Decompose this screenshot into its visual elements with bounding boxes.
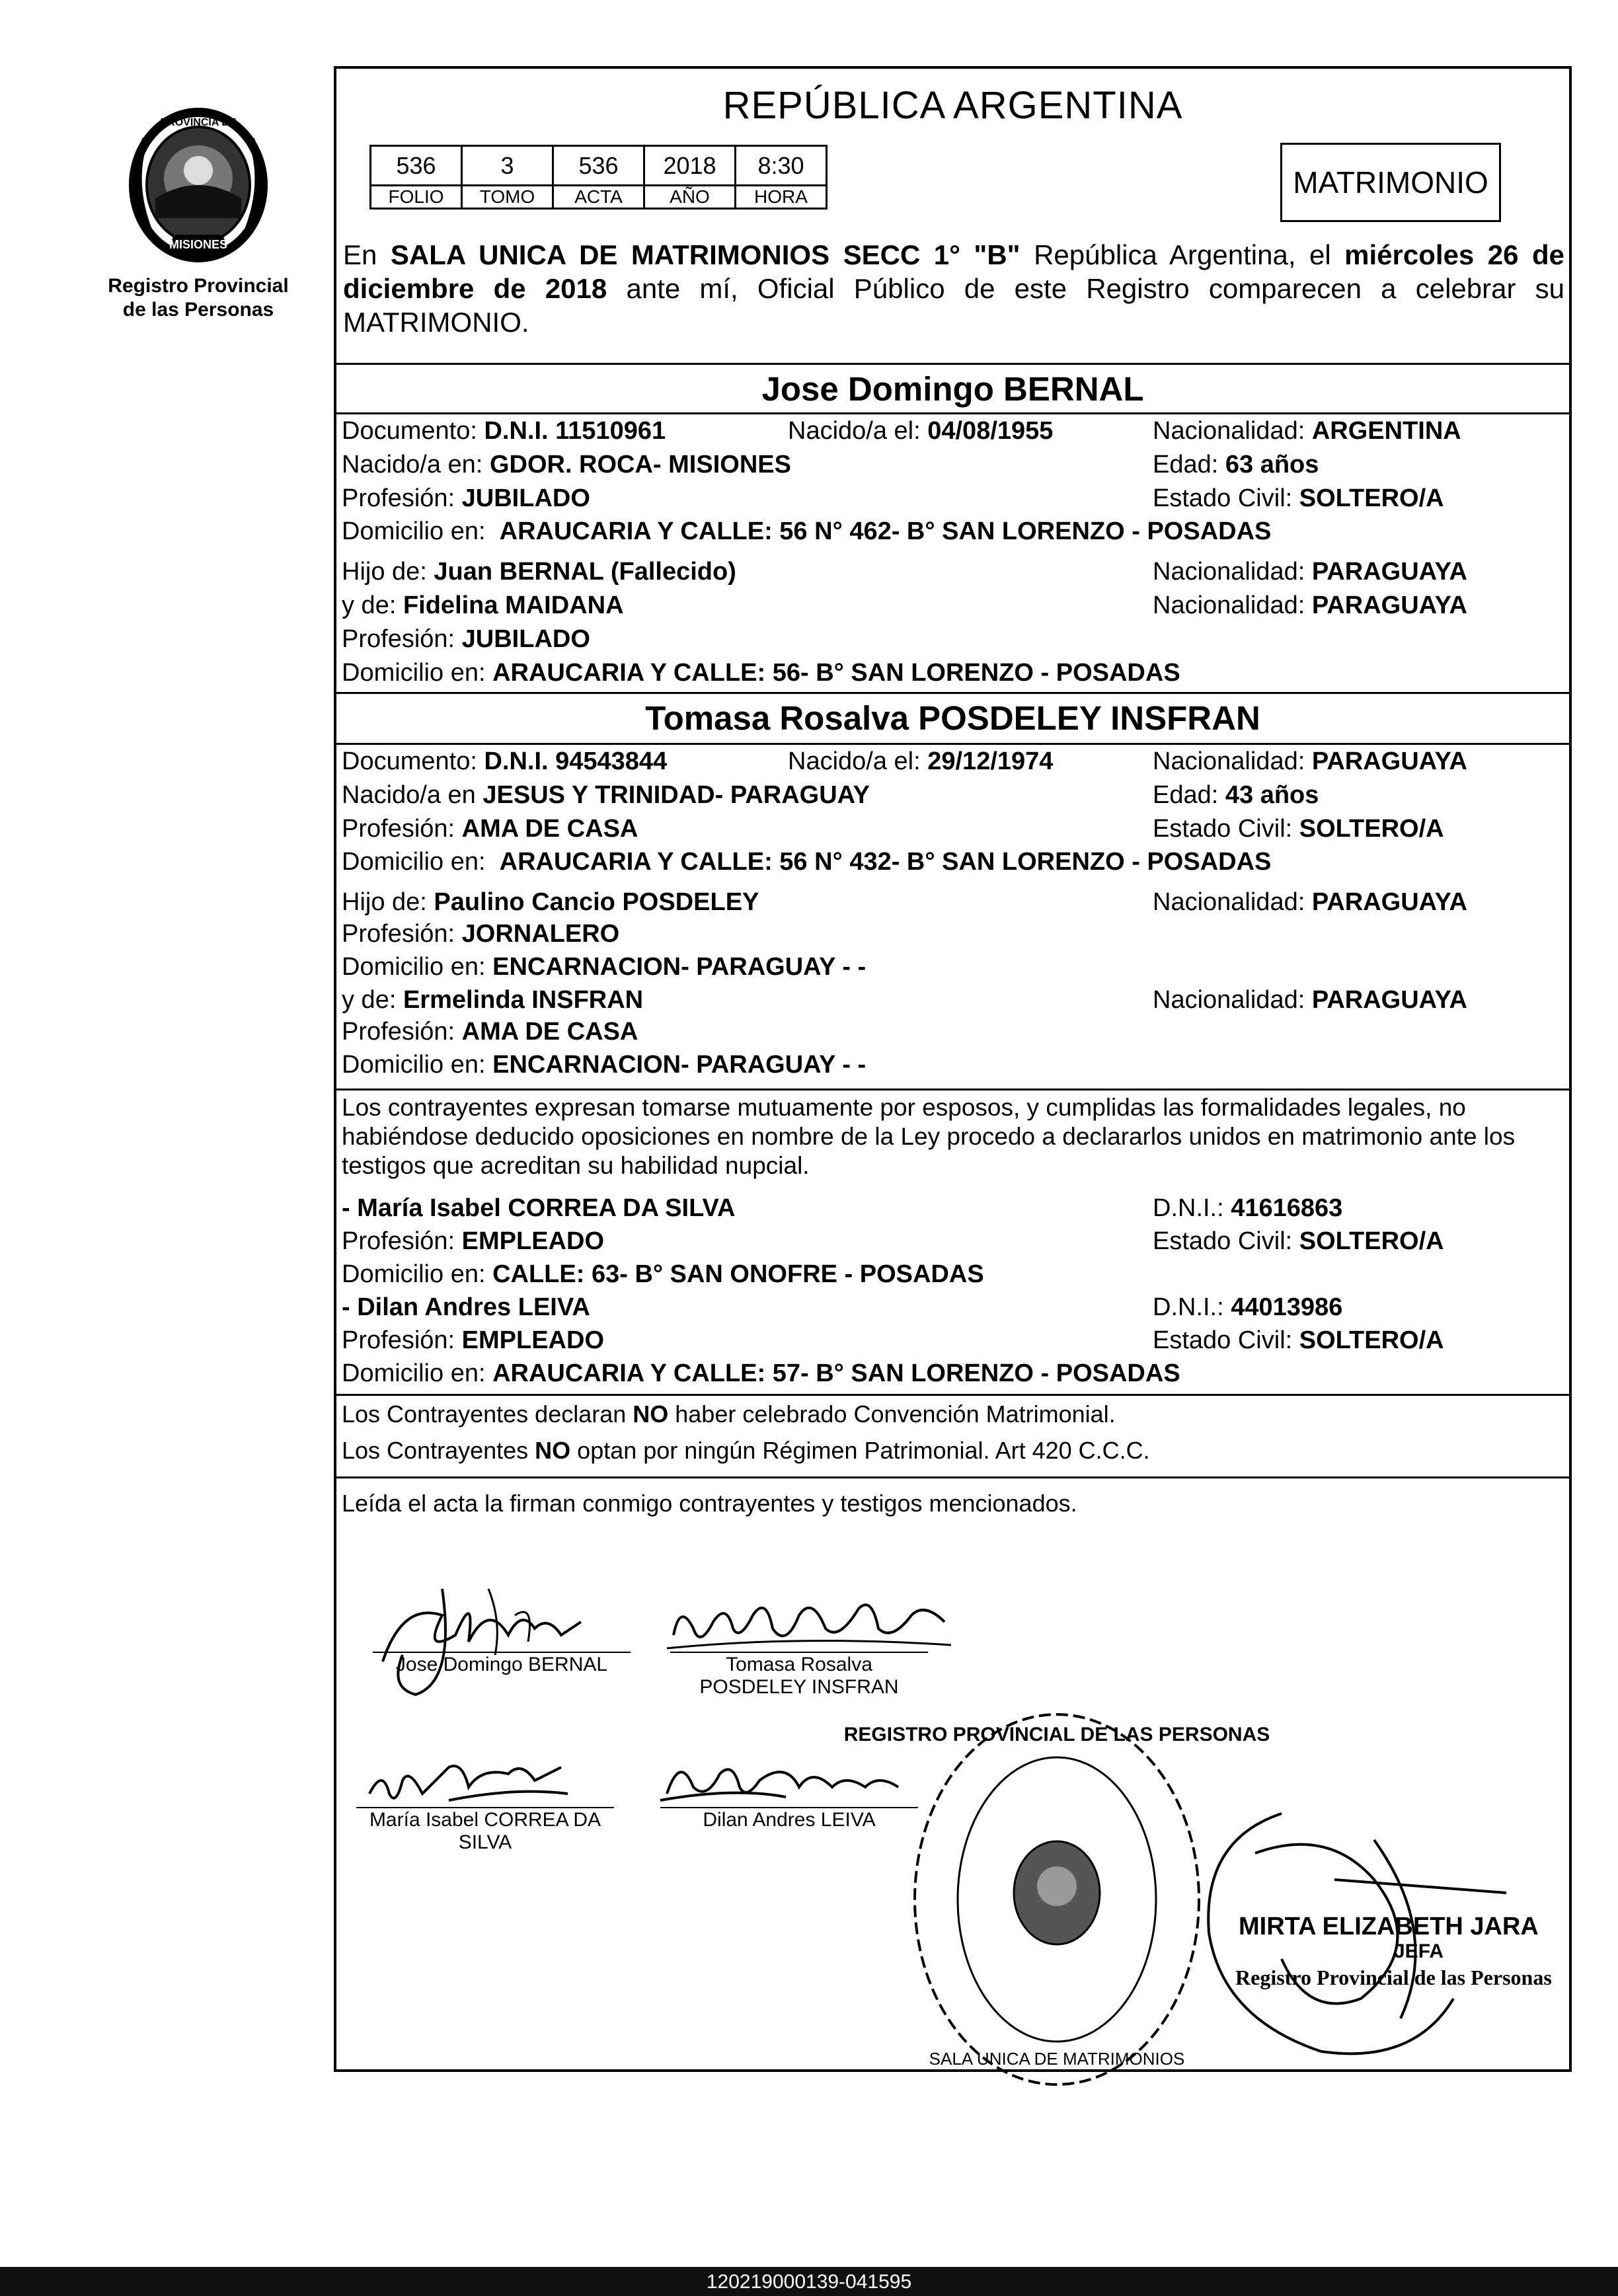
tomo-value: 3	[462, 146, 553, 186]
label: Profesión:	[342, 484, 455, 512]
intro-paragraph	[343, 238, 1564, 339]
signature-tomasa-posdeley	[667, 1589, 958, 1662]
text: optan por ningún Régimen Patrimonial. Art 420 C.C.C.	[570, 1437, 1150, 1464]
record-table	[369, 145, 828, 210]
witness2-prof	[342, 1326, 604, 1355]
signature-name-1: Jose Domingo BERNAL	[395, 1654, 608, 1675]
text: Los Contrayentes declaran	[342, 1400, 633, 1428]
label: Domicilio en:	[342, 848, 486, 876]
label: Nacionalidad:	[1153, 592, 1305, 619]
stamp-ring-text: REGISTRO PROVINCIAL DE LAS PERSONAS	[843, 1724, 1270, 1745]
signature-maria-isabel-correa	[350, 1741, 614, 1820]
text: haber celebrado Convención Matrimonial.	[668, 1400, 1116, 1428]
stamp-inner-text: SALA UNICA DE MATRIMONIOS	[929, 2049, 1185, 2069]
signature-name-2-line1: Tomasa Rosalva	[726, 1654, 872, 1675]
convention-line1	[342, 1400, 1116, 1428]
value: PARAGUAYA	[1311, 986, 1467, 1014]
value: Juan BERNAL (Fallecido)	[434, 558, 736, 586]
witness2-name	[342, 1293, 590, 1322]
label: Profesión:	[342, 625, 455, 653]
value: PARAGUAYA	[1311, 558, 1467, 586]
spouse2-mother-nat	[1153, 986, 1467, 1014]
label: Domicilio en:	[342, 953, 486, 981]
label: Estado Civil:	[1153, 815, 1293, 843]
value: 04/08/1955	[927, 417, 1054, 445]
signature-name-2-line2: POSDELEY INSFRAN	[699, 1676, 899, 1698]
folio-value: 536	[371, 146, 462, 186]
official-name: MIRTA ELIZABETH JARA	[1239, 1913, 1539, 1940]
value: SOLTERO/A	[1299, 815, 1444, 843]
label: D.N.I.:	[1153, 1293, 1224, 1321]
value: PARAGUAYA	[1311, 888, 1467, 916]
value: ARGENTINA	[1311, 417, 1461, 445]
spouse1-mother	[342, 592, 624, 620]
signature-name-3-line2: SILVA	[458, 1831, 512, 1853]
spouse2-age	[1153, 781, 1319, 810]
value: - María Isabel CORREA DA SILVA	[342, 1194, 736, 1222]
signature-name-2	[670, 1654, 928, 1699]
label: Profesión:	[342, 815, 455, 843]
spouse1-doc	[342, 417, 666, 445]
value: JUBILADO	[461, 484, 590, 512]
label: Domicilio en:	[342, 517, 486, 545]
divider	[336, 1476, 1569, 1478]
official-office: Registro Provincial de las Personas	[1235, 1966, 1552, 1989]
spouse2-father-addr	[342, 953, 866, 981]
value: SOLTERO/A	[1299, 1326, 1444, 1354]
label: Nacido/a en	[342, 781, 476, 809]
label: Nacionalidad:	[1153, 558, 1305, 586]
spouse2-addr	[342, 848, 1271, 876]
page-title: REPÚBLICA ARGENTINA	[722, 84, 1183, 127]
acta-value: 536	[553, 146, 644, 186]
crest-caption-line1: Registro Provincial	[108, 275, 289, 297]
spouse2-name: Tomasa Rosalva POSDELEY INSFRAN	[645, 699, 1260, 737]
value: ARAUCARIA Y CALLE: 56- B° SAN LORENZO - POSADAS	[492, 659, 1180, 687]
witness1-civil	[1153, 1227, 1444, 1256]
label: D.N.I.:	[1153, 1194, 1224, 1222]
intro-text-1: En	[343, 239, 391, 270]
value: JESUS Y TRINIDAD- PARAGUAY	[482, 781, 870, 809]
anio-value: 2018	[644, 146, 736, 186]
spouse2-mother-prof	[342, 1018, 638, 1046]
spouse1-civil	[1153, 484, 1444, 513]
svg-text:MISIONES: MISIONES	[169, 238, 228, 251]
witness1-addr	[342, 1260, 984, 1289]
signature-line	[660, 1807, 918, 1808]
value: 41616863	[1231, 1194, 1343, 1222]
official-role: JEFA	[1394, 1940, 1444, 1962]
signature-name-3	[356, 1809, 614, 1854]
intro-date: miércoles 26 de diciembre de 2018	[343, 239, 1565, 304]
label: y de:	[342, 592, 397, 619]
divider	[336, 1089, 1569, 1091]
convention-line2	[342, 1437, 1150, 1465]
spouse1-father	[342, 558, 736, 586]
emphasis: NO	[535, 1437, 571, 1464]
intro-text-2: República Argentina, el	[1020, 239, 1345, 270]
value: Fidelina MAIDANA	[403, 592, 624, 619]
label: Hijo de:	[342, 888, 427, 916]
spouse2-father-nat	[1153, 888, 1467, 917]
label: Edad:	[1153, 781, 1219, 809]
signature-name-3-line1: María Isabel CORREA DA	[369, 1809, 601, 1831]
value: PARAGUAYA	[1311, 747, 1467, 775]
spouse2-doc	[342, 747, 667, 776]
divider	[336, 743, 1569, 745]
spouse1-mother-nat	[1153, 592, 1467, 620]
spouse2-father-prof	[342, 920, 619, 948]
svg-text:PROVINCIA DE: PROVINCIA DE	[160, 117, 237, 128]
declaration-text: Los contrayentes expresan tomarse mutuamente por esposos, y cumplidas las formalidades legales, no habiéndose deducido oposiciones en nombre de la Ley procedo a declararlos unidos en matrimonio ante los testigos que acreditan su habilidad nupcial.	[342, 1094, 1516, 1179]
spouse1-addr	[342, 517, 1271, 546]
divider	[336, 363, 1569, 365]
label: Nacido/a en:	[342, 451, 483, 478]
label: Profesión:	[342, 1227, 455, 1255]
label: Nacido/a el:	[788, 747, 921, 775]
value: SOLTERO/A	[1299, 484, 1444, 512]
intro-office: SALA UNICA DE MATRIMONIOS SECC 1° "B"	[390, 239, 1021, 270]
witness2-dni	[1153, 1293, 1342, 1322]
value: PARAGUAYA	[1311, 592, 1467, 619]
signature-name-4: Dilan Andres LEIVA	[703, 1809, 876, 1831]
label: Nacido/a el:	[788, 417, 921, 445]
label: Profesión:	[342, 1326, 455, 1354]
value: JORNALERO	[461, 920, 620, 948]
certificate-frame	[334, 66, 1572, 2072]
spouse1-parents-addr	[342, 659, 1180, 687]
value: ARAUCARIA Y CALLE: 56 N° 432- B° SAN LORENZO - POSADAS	[499, 848, 1272, 876]
label: Nacionalidad:	[1153, 417, 1305, 445]
closing-text: Leída el acta la firman conmigo contrayentes y testigos mencionados.	[342, 1490, 1077, 1517]
value: AMA DE CASA	[461, 815, 638, 843]
label: Nacionalidad:	[1153, 888, 1305, 916]
signature-line	[373, 1652, 631, 1653]
witness1-prof	[342, 1227, 604, 1256]
hora-value: 8:30	[736, 146, 827, 186]
label: y de:	[342, 986, 397, 1014]
value: D.N.I. 94543844	[484, 747, 668, 775]
spouse1-age	[1153, 451, 1319, 479]
value: 44013986	[1231, 1293, 1343, 1321]
value: GDOR. ROCA- MISIONES	[489, 451, 791, 478]
value: 63 años	[1225, 451, 1319, 478]
label: Edad:	[1153, 451, 1219, 478]
label: Documento:	[342, 417, 477, 445]
witness1-dni	[1153, 1194, 1342, 1223]
spouse1-prof	[342, 484, 590, 513]
value: 43 años	[1225, 781, 1319, 809]
value: 29/12/1974	[927, 747, 1054, 775]
value: - Dilan Andres LEIVA	[342, 1293, 590, 1321]
label: Documento:	[342, 747, 477, 775]
spouse2-born	[788, 747, 1053, 776]
label: Estado Civil:	[1153, 1326, 1293, 1354]
label: Domicilio en:	[342, 1260, 486, 1288]
text: Los Contrayentes	[342, 1437, 535, 1464]
tomo-label: TOMO	[462, 186, 553, 209]
spouse2-prof	[342, 815, 638, 843]
label: Hijo de:	[342, 558, 427, 586]
spouse1-father-nat	[1153, 558, 1467, 586]
label: Domicilio en:	[342, 659, 486, 687]
signature-line	[670, 1652, 928, 1653]
crest-caption-line2: de las Personas	[122, 299, 274, 321]
spouse2-father	[342, 888, 759, 917]
value: SOLTERO/A	[1299, 1227, 1444, 1255]
signature-line	[356, 1807, 614, 1808]
signature-dilan-andres-leiva	[654, 1747, 931, 1814]
value: ARAUCARIA Y CALLE: 57- B° SAN LORENZO - POSADAS	[492, 1359, 1180, 1387]
value: JUBILADO	[461, 625, 590, 653]
provincia-misiones-crest-logo	[116, 99, 281, 271]
spouse1-nat	[1153, 417, 1461, 445]
divider	[336, 1394, 1569, 1396]
label: Estado Civil:	[1153, 484, 1293, 512]
label: Estado Civil:	[1153, 1227, 1293, 1255]
spouse2-civil	[1153, 815, 1444, 843]
value: CALLE: 63- B° SAN ONOFRE - POSADAS	[492, 1260, 984, 1288]
hora-label: HORA	[736, 186, 827, 209]
value: ENCARNACION- PARAGUAY - -	[492, 1051, 867, 1079]
spouse1-parents-prof	[342, 625, 590, 654]
spouse2-mother-addr	[342, 1051, 866, 1079]
value: AMA DE CASA	[461, 1018, 638, 1046]
witness1-name	[342, 1194, 735, 1223]
value: Paulino Cancio POSDELEY	[434, 888, 759, 916]
value: ENCARNACION- PARAGUAY - -	[492, 953, 867, 981]
label: Profesión:	[342, 1018, 455, 1046]
intro-text-3: ante mí, Oficial Público de este Registro comparecen a celebrar su MATRIMONIO.	[343, 273, 1564, 338]
spouse2-nat	[1153, 747, 1467, 776]
spouse1-birthplace	[342, 451, 791, 479]
value: EMPLEADO	[461, 1227, 605, 1255]
label: Nacionalidad:	[1153, 986, 1305, 1014]
folio-label: FOLIO	[371, 186, 462, 209]
witness2-addr	[342, 1359, 1180, 1388]
value: EMPLEADO	[461, 1326, 605, 1354]
label: Domicilio en:	[342, 1359, 486, 1387]
signature-jose-domingo-bernal	[363, 1562, 640, 1701]
spouse2-birthplace	[342, 781, 870, 810]
label: Nacionalidad:	[1153, 747, 1305, 775]
value: Ermelinda INSFRAN	[403, 986, 644, 1014]
value: D.N.I. 11510961	[484, 417, 666, 445]
witness2-civil	[1153, 1326, 1444, 1355]
record-type-box: MATRIMONIO	[1280, 143, 1501, 222]
emphasis: NO	[633, 1400, 669, 1428]
anio-label: AÑO	[644, 186, 736, 209]
spouse1-name: Jose Domingo BERNAL	[761, 370, 1144, 408]
footer-barcode-text: 120219000139-041595	[706, 2271, 912, 2293]
divider	[336, 692, 1569, 694]
label: Domicilio en:	[342, 1051, 486, 1079]
spouse1-born	[788, 417, 1053, 445]
divider	[336, 412, 1569, 414]
crest-caption	[99, 274, 297, 322]
acta-label: ACTA	[553, 186, 644, 209]
spouse2-mother	[342, 986, 643, 1014]
value: ARAUCARIA Y CALLE: 56 N° 462- B° SAN LORENZO - POSADAS	[499, 517, 1272, 545]
label: Profesión:	[342, 920, 455, 948]
